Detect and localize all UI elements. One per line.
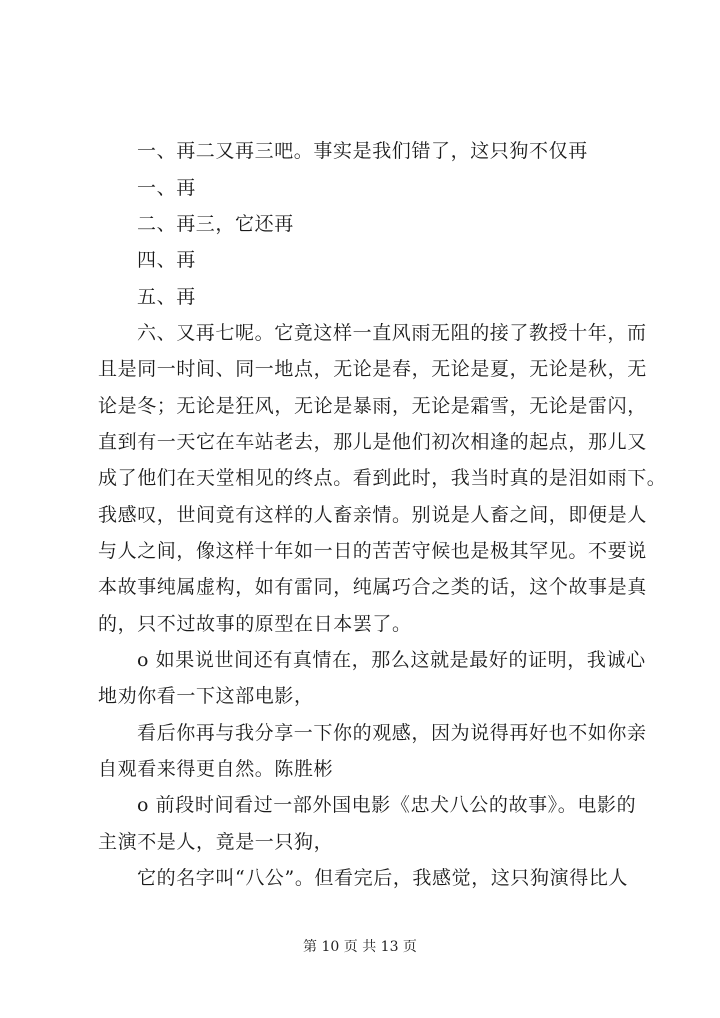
text-line: 地劝你看一下这部电影， xyxy=(98,685,314,707)
text-line: 本故事纯属虚构，如有雷同，纯属巧合之类的话，这个故事是真 xyxy=(98,576,647,598)
text-line: 直到有一天它在车站老去，那儿是他们初次相逢的起点，那儿又 xyxy=(98,431,647,453)
text-line: 它的名字叫“八公”。但看完后，我感觉，这只狗演得比人 xyxy=(137,867,629,889)
text-line: o 如果说世间还有真情在，那么这就是最好的证明，我诚心 xyxy=(137,649,646,671)
text-line: 四、再 xyxy=(137,249,196,271)
text-line: 自观看来得更自然。陈胜彬 xyxy=(98,758,334,780)
text-line: 一、再 xyxy=(137,177,196,199)
text-line: 成了他们在天堂相见的终点。看到此时，我当时真的是泪如雨下。 xyxy=(98,467,667,489)
text-line: 六、又再七呢。它竟这样一直风雨无阻的接了教授十年，而 xyxy=(137,322,647,344)
text-line: 主演不是人，竟是一只狗， xyxy=(98,831,334,853)
text-line: o 前段时间看过一部外国电影《忠犬八公的故事》。电影的 xyxy=(137,794,637,816)
text-line: 看后你再与我分享一下你的观感，因为说得再好也不如你亲 xyxy=(137,722,647,744)
text-line: 五、再 xyxy=(137,286,196,308)
text-line: 论是冬；无论是狂风，无论是暴雨，无论是霜雪，无论是雷闪， xyxy=(98,395,647,417)
text-line: 二、再三，它还再 xyxy=(137,213,294,235)
text-line: 我感叹，世间竟有这样的人畜亲情。别说是人畜之间，即便是人 xyxy=(98,504,647,526)
page-number-footer: 第 10 页 共 13 页 xyxy=(303,939,417,955)
text-line: 的，只不过故事的原型在日本罢了。 xyxy=(98,613,412,635)
text-line: 一、再二又再三吧。事实是我们错了，这只狗不仅再 xyxy=(137,140,588,162)
text-line: 与人之间，像这样十年如一日的苦苦守候也是极其罕见。不要说 xyxy=(98,540,647,562)
text-line: 且是同一时间、同一地点，无论是春，无论是夏，无论是秋，无 xyxy=(98,358,647,380)
